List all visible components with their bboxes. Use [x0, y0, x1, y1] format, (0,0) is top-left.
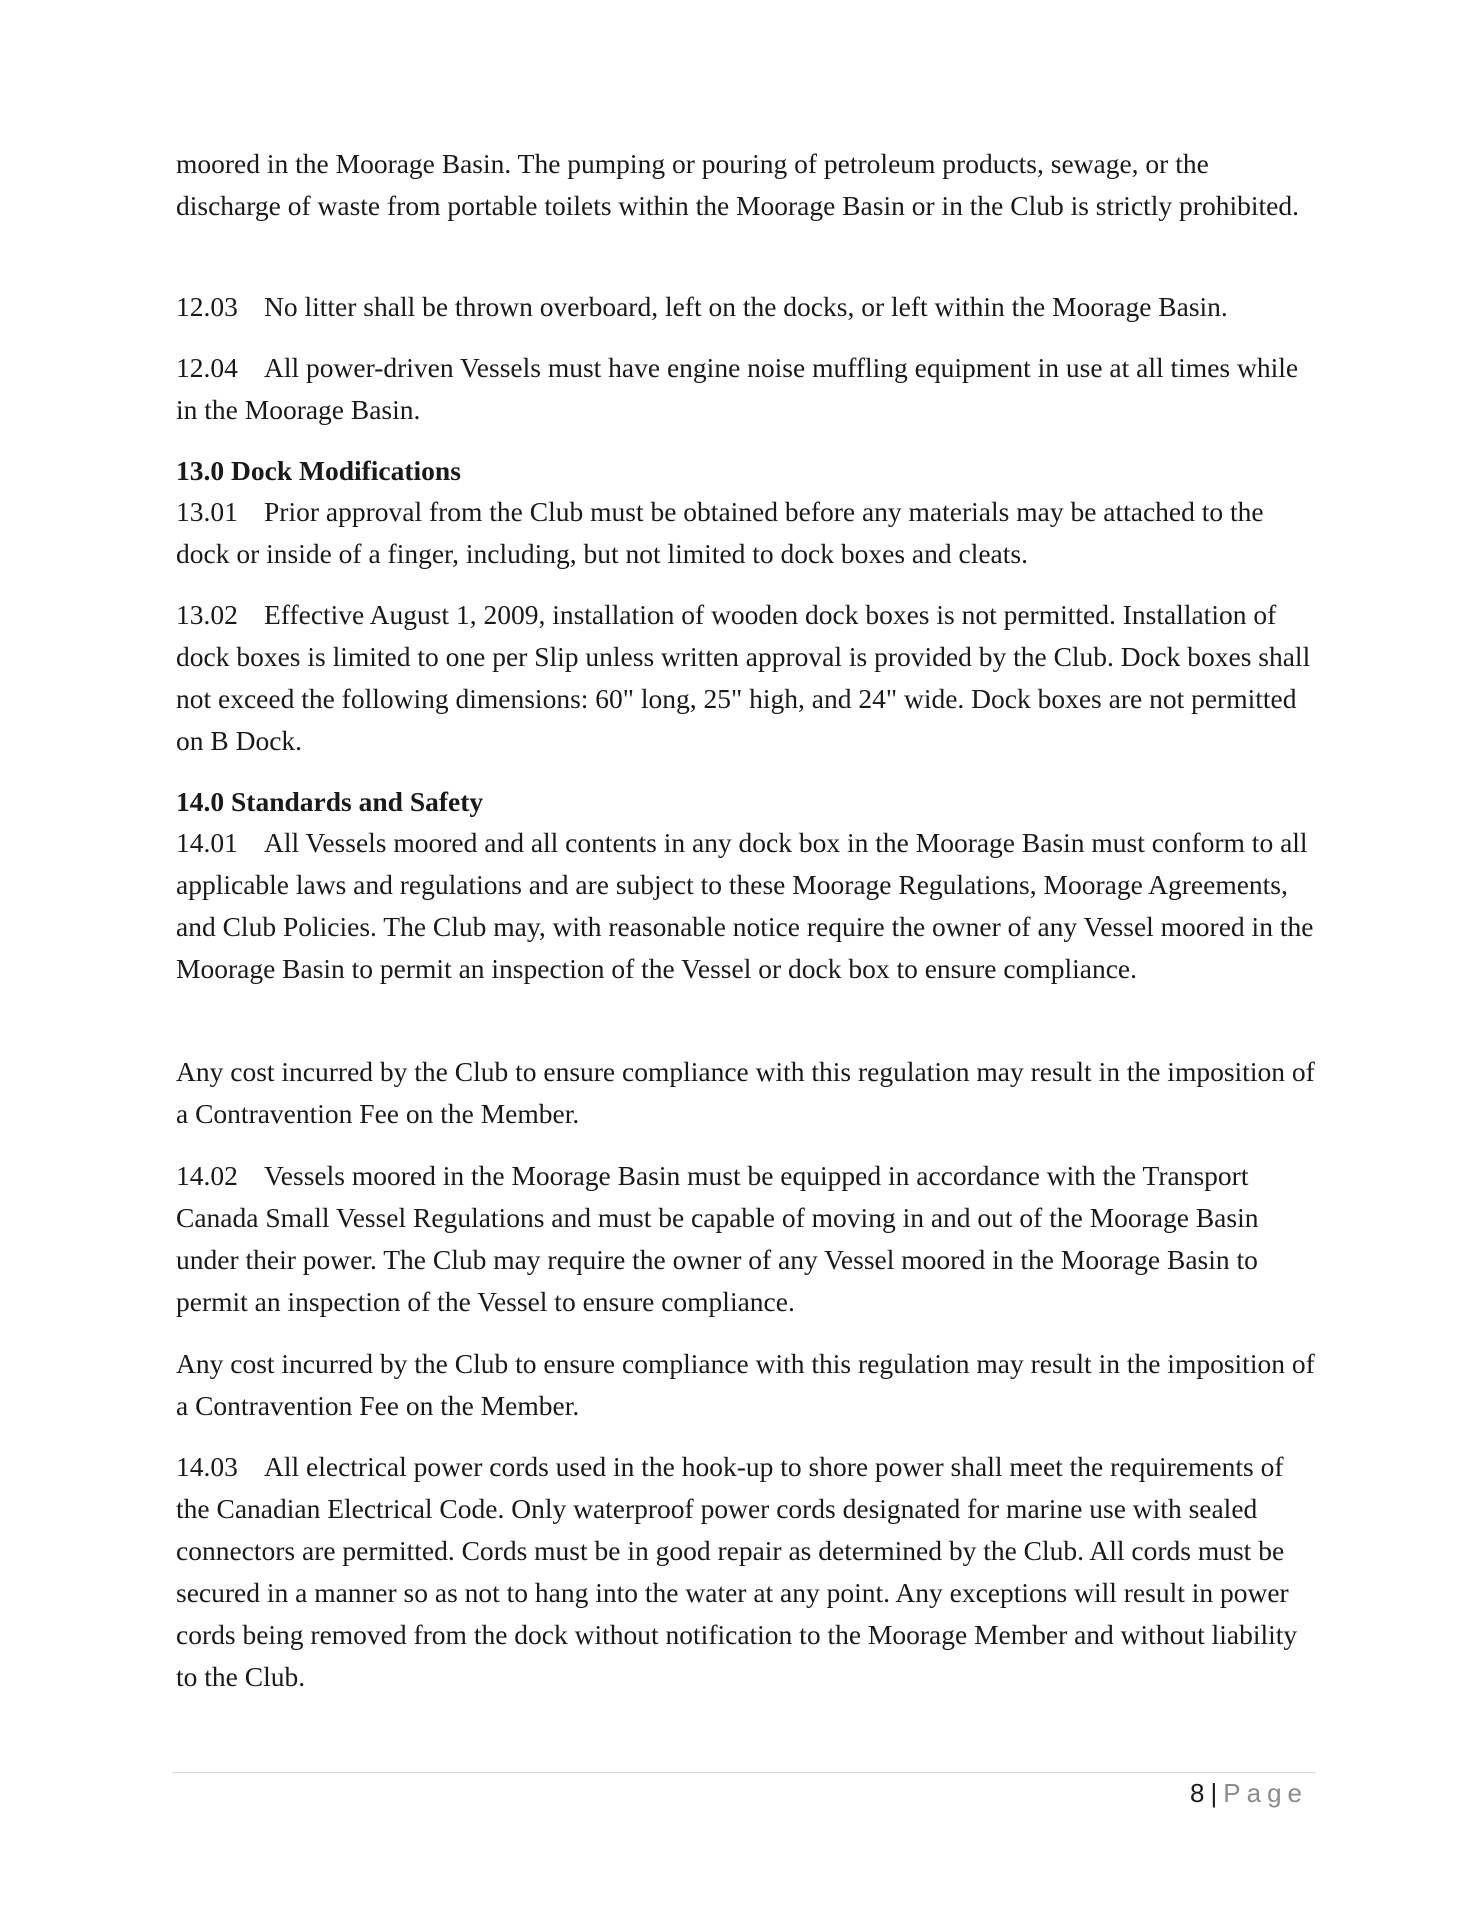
footer-divider [172, 1772, 1316, 1773]
section-number: 14.03 [176, 1451, 238, 1482]
section-text: All Vessels moored and all contents in any dock box in the Moorage Basin must conform to all applicable laws and regulations and are subject to these Moorage Regulations, Moorage Agreements, and Club Policies. The Club may, with reasonable notice require the owner of any Vessel moored in the Moorage Basin to permit an inspection of the Vessel or dock box to ensure compliance. [176, 827, 1314, 984]
section-number: 12.04 [176, 352, 238, 383]
section-text: Prior approval from the Club must be obtained before any materials may be attached to the dock or inside of a finger, including, but not limited to dock boxes and cleats. [176, 496, 1264, 569]
heading-13-dock-modifications: 13.0 Dock Modifications [176, 455, 461, 486]
paragraph-12-04 [176, 347, 1316, 431]
paragraph-14-01 [176, 822, 1316, 990]
paragraph-13-02 [176, 594, 1316, 762]
paragraph-14-03 [176, 1446, 1316, 1698]
section-text: All power-driven Vessels must have engine noise muffling equipment in use at all times while in the Moorage Basin. [176, 352, 1299, 425]
section-number: 14.02 [176, 1160, 238, 1191]
paragraph-12-03 [176, 286, 1316, 328]
section-text: All electrical power cords used in the hook-up to shore power shall meet the requirements of the Canadian Electrical Code. Only waterproof power cords designated for marine use with sealed connectors are permitted. Cords must be in good repair as determined by the Club. All cords must be secured in a manner so as not to hang into the water at any point. Any exceptions will result in power cords being removed from the dock without notification to the Moorage Member and without liability to the Club. [176, 1451, 1298, 1692]
section-number: 12.03 [176, 291, 238, 322]
paragraph-14-01-cost: Any cost incurred by the Club to ensure compliance with this regulation may result in the imposition of a Contravention Fee on the Member. [176, 1056, 1315, 1129]
section-text: No litter shall be thrown overboard, left on the docks, or left within the Moorage Basin. [264, 291, 1228, 322]
paragraph-14-02 [176, 1155, 1316, 1323]
section-number: 13.01 [176, 496, 238, 527]
section-text: Effective August 1, 2009, installation of wooden dock boxes is not permitted. Installation of dock boxes is limited to one per Slip unless written approval is provided by the Club. Dock boxes shall not exceed the following dimensions: 60" long, 25" high, and 24" wide. Dock boxes are not permitted on B Dock. [176, 599, 1311, 756]
section-number: 13.02 [176, 599, 238, 630]
paragraph-13-01 [176, 491, 1316, 575]
page-label: Page [1223, 1778, 1308, 1808]
section-text: Vessels moored in the Moorage Basin must be equipped in accordance with the Transport Canada Small Vessel Regulations and must be capable of moving in and out of the Moorage Basin under their power. The Club may require the owner of any Vessel moored in the Moorage Basin to permit an inspection of the Vessel to ensure compliance. [176, 1160, 1259, 1317]
paragraph-14-02-cost: Any cost incurred by the Club to ensure compliance with this regulation may result in the imposition of a Contravention Fee on the Member. [176, 1348, 1315, 1421]
heading-14-standards-and-safety: 14.0 Standards and Safety [176, 786, 484, 817]
footer-separator: | [1210, 1778, 1218, 1808]
paragraph-continuation: moored in the Moorage Basin. The pumping or pouring of petroleum products, sewage, or the discharge of waste from portable toilets within the Moorage Basin or in the Club is strictly prohibited. [176, 148, 1299, 221]
section-number: 14.01 [176, 827, 238, 858]
page-footer [1190, 1773, 1308, 1813]
page-number: 8 [1190, 1778, 1205, 1808]
